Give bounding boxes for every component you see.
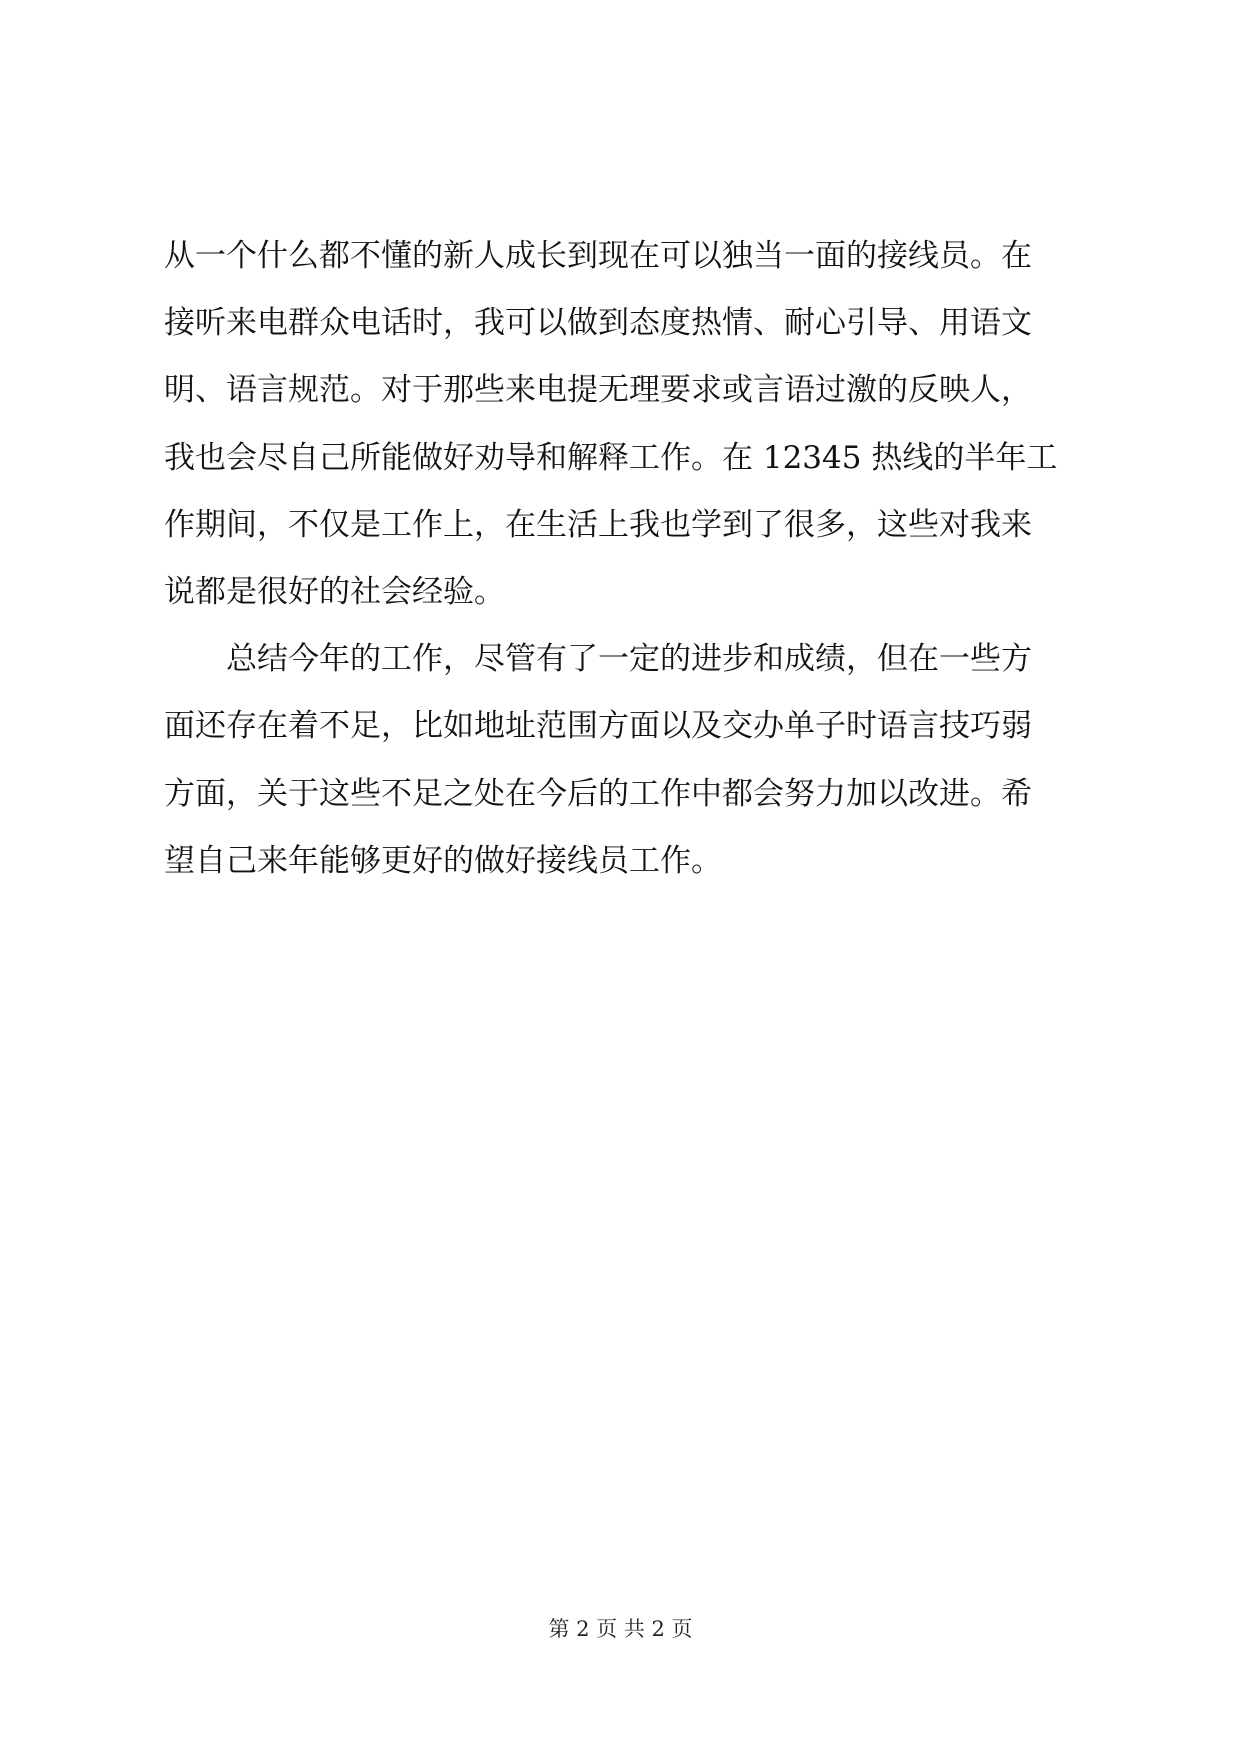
paragraph-line: 明、语言规范。对于那些来电提无理要求或言语过激的反映人， (164, 372, 1032, 408)
page-number: 第 2 页 共 2 页 (548, 1617, 693, 1641)
paragraph-line: 总结今年的工作，尽管有了一定的进步和成绩，但在一些方 (164, 641, 1032, 677)
paragraph-line: 从一个什么都不懂的新人成长到现在可以独当一面的接线员。在 (164, 238, 1032, 274)
paragraph-line: 方面，关于这些不足之处在今后的工作中都会努力加以改进。希 (164, 776, 1032, 812)
paragraph-line: 作期间，不仅是工作上，在生活上我也学到了很多，这些对我来 (164, 507, 1032, 543)
paragraph-line: 面还存在着不足，比如地址范围方面以及交办单子时语言技巧弱 (164, 708, 1032, 744)
paragraph-line: 我也会尽自己所能做好劝导和解释工作。在 12345 热线的半年工 (164, 440, 1058, 476)
paragraph-line: 望自己来年能够更好的做好接线员工作。 (164, 843, 722, 879)
paragraph-line: 接听来电群众电话时，我可以做到态度热情、耐心引导、用语文 (164, 305, 1032, 341)
paragraph-line: 说都是很好的社会经验。 (164, 574, 505, 610)
